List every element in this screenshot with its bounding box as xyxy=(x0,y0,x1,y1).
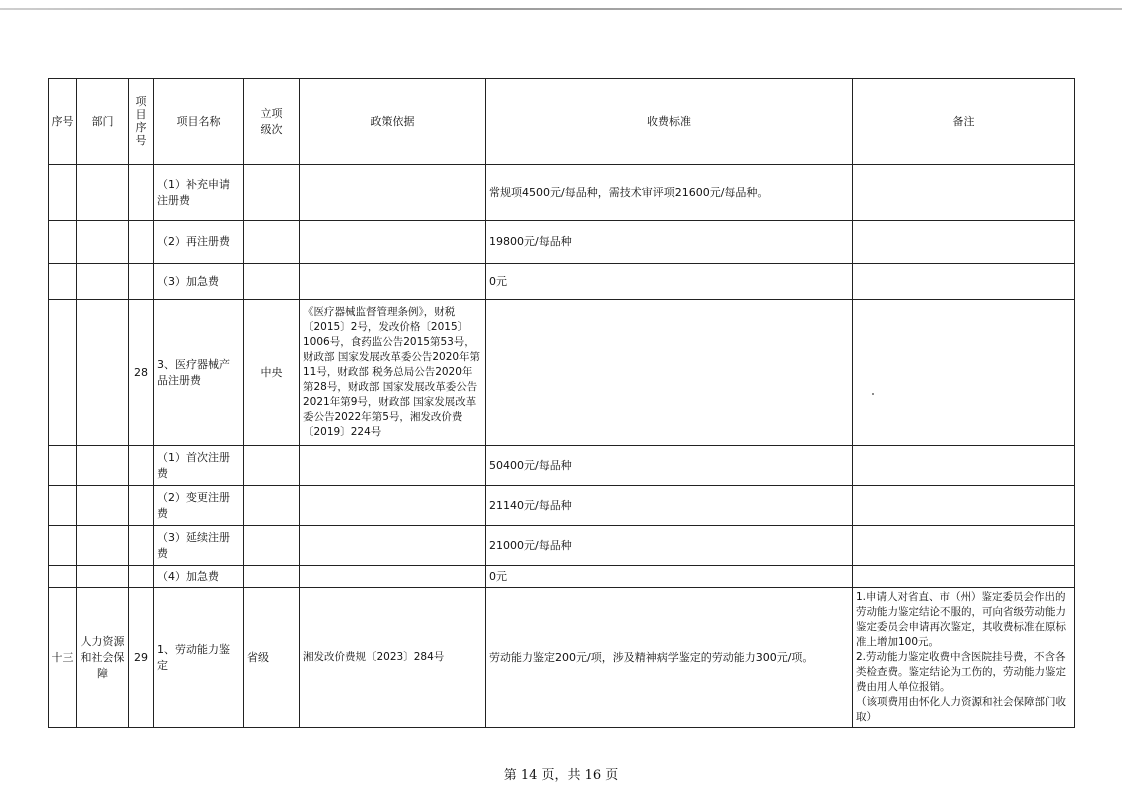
row-policy xyxy=(300,446,486,486)
row-level xyxy=(244,165,300,221)
row-item-name: （1）补充申请注册费 xyxy=(154,165,244,221)
row-item-seq xyxy=(129,221,154,264)
row-item-name: （3）加急费 xyxy=(154,264,244,300)
row-policy xyxy=(300,566,486,588)
row-dept xyxy=(77,446,129,486)
row-item-name: （1）首次注册费 xyxy=(154,446,244,486)
row-standard: 21000元/每品种 xyxy=(486,526,853,566)
fee-table xyxy=(48,78,1075,728)
row-remarks: 1.申请人对省直、市（州）鉴定委员会作出的劳动能力鉴定结论不服的，可向省级劳动能力鉴定委员会申请再次鉴定，其收费标准在原标准上增加100元。 2.劳动能力鉴定收费中含医院挂号费，不含各类检查费。鉴定结论为工伤的，劳动能力鉴定费由用人单位报销。 （该项费用由怀化人力资源和社会保障部门收取） xyxy=(853,588,1075,728)
row-item-seq xyxy=(129,264,154,300)
row-item-name: （2）再注册费 xyxy=(154,221,244,264)
table-row xyxy=(49,588,1075,728)
header-policy: 政策依据 xyxy=(300,79,486,165)
row-policy: 湘发改价费规〔2023〕284号 xyxy=(300,588,486,728)
row-level xyxy=(244,486,300,526)
row-remarks xyxy=(853,486,1075,526)
row-item-name: （4）加急费 xyxy=(154,566,244,588)
row-dept xyxy=(77,264,129,300)
table-row xyxy=(49,566,1075,588)
table-row xyxy=(49,486,1075,526)
row-standard: 0元 xyxy=(486,264,853,300)
row-item-seq xyxy=(129,486,154,526)
row-level xyxy=(244,221,300,264)
row-seq xyxy=(49,264,77,300)
header-dept: 部门 xyxy=(77,79,129,165)
row-level xyxy=(244,526,300,566)
row-policy xyxy=(300,264,486,300)
header-row xyxy=(49,79,1075,165)
header-standard: 收费标准 xyxy=(486,79,853,165)
row-seq xyxy=(49,300,77,446)
row-item-name: （3）延续注册费 xyxy=(154,526,244,566)
header-item-seq xyxy=(129,79,154,165)
row-item-seq xyxy=(129,566,154,588)
row-remarks xyxy=(853,566,1075,588)
row-dept: 人力资源和社会保障 xyxy=(77,588,129,728)
row-standard: 21140元/每品种 xyxy=(486,486,853,526)
row-level xyxy=(244,264,300,300)
row-seq xyxy=(49,165,77,221)
row-standard: 常规项4500元/每品种，需技术审评项21600元/每品种。 xyxy=(486,165,853,221)
row-remarks xyxy=(853,165,1075,221)
page-number: 第 14 页，共 16 页 xyxy=(503,768,619,783)
row-remarks xyxy=(853,446,1075,486)
row-policy xyxy=(300,486,486,526)
row-policy: 《医疗器械监督管理条例》，财税〔2015〕2号，发改价格〔2015〕1006号，食药监公告2015第53号，财政部 国家发展改革委公告2020年第11号，财政部 税务总局公告2020年第28号，财政部 国家发展改革委公告2021年第9号，财政部 国家发展改革委公告2022年第5号，湘发改价费〔2019〕224号 xyxy=(300,300,486,446)
header-remarks: 备注 xyxy=(853,79,1075,165)
row-seq xyxy=(49,446,77,486)
header-item-name: 项目名称 xyxy=(154,79,244,165)
table-row xyxy=(49,264,1075,300)
row-item-seq xyxy=(129,165,154,221)
table-row xyxy=(49,165,1075,221)
row-dept xyxy=(77,221,129,264)
row-seq xyxy=(49,221,77,264)
row-item-name: 1、劳动能力鉴定 xyxy=(154,588,244,728)
row-item-seq: 29 xyxy=(129,588,154,728)
row-remarks xyxy=(853,526,1075,566)
row-seq xyxy=(49,566,77,588)
row-item-seq: 28 xyxy=(129,300,154,446)
row-level xyxy=(244,566,300,588)
row-standard: 50400元/每品种 xyxy=(486,446,853,486)
row-standard xyxy=(486,300,853,446)
header-item-seq-text: 项目序号 xyxy=(135,94,147,147)
row-level xyxy=(244,446,300,486)
row-item-seq xyxy=(129,446,154,486)
row-standard: 19800元/每品种 xyxy=(486,221,853,264)
row-level: 省级 xyxy=(244,588,300,728)
row-dept xyxy=(77,486,129,526)
row-seq: 十三 xyxy=(49,588,77,728)
row-dept xyxy=(77,526,129,566)
row-policy xyxy=(300,526,486,566)
row-seq xyxy=(49,486,77,526)
table-row xyxy=(49,526,1075,566)
row-standard: 0元 xyxy=(486,566,853,588)
table-row xyxy=(49,221,1075,264)
header-level-text: 立项级次 xyxy=(260,106,283,136)
row-item-name: 3、医疗器械产品注册费 xyxy=(154,300,244,446)
row-item-seq xyxy=(129,526,154,566)
row-dept xyxy=(77,165,129,221)
row-policy xyxy=(300,221,486,264)
row-item-name: （2）变更注册费 xyxy=(154,486,244,526)
row-remarks xyxy=(853,264,1075,300)
table-row xyxy=(49,446,1075,486)
header-seq: 序号 xyxy=(49,79,77,165)
row-standard: 劳动能力鉴定200元/项，涉及精神病学鉴定的劳动能力300元/项。 xyxy=(486,588,853,728)
row-dept xyxy=(77,300,129,446)
row-seq xyxy=(49,526,77,566)
row-policy xyxy=(300,165,486,221)
row-level: 中央 xyxy=(244,300,300,446)
row-dept xyxy=(77,566,129,588)
header-level xyxy=(244,79,300,165)
row-remarks xyxy=(853,221,1075,264)
row-remarks xyxy=(853,300,1075,446)
table-row xyxy=(49,300,1075,446)
scan-edge-line xyxy=(0,8,1122,10)
